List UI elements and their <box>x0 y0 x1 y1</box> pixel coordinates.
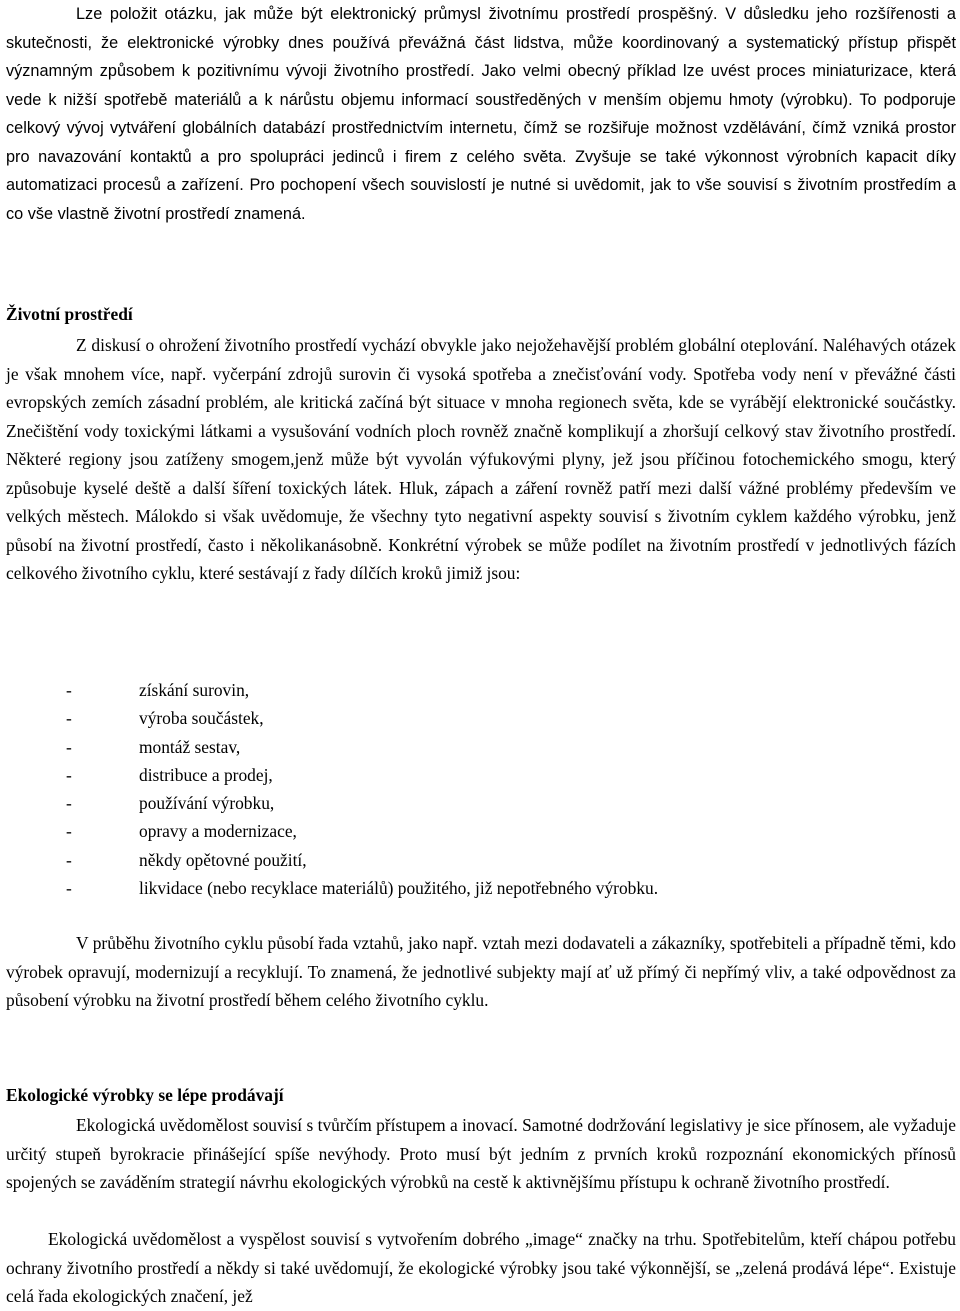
list-item-text: někdy opětovné použití, <box>139 849 307 870</box>
list-item <box>66 789 946 817</box>
list-item <box>66 761 946 789</box>
section-heading-eco-products: Ekologické výrobky se lépe prodávají <box>6 1085 284 1105</box>
list-dash: - <box>66 878 72 899</box>
list-item-text: opravy a modernizace, <box>139 821 297 842</box>
list-item <box>66 846 946 874</box>
list-dash: - <box>66 793 72 814</box>
list-dash: - <box>66 821 72 842</box>
list-item <box>66 817 946 845</box>
intro-paragraph: Lze položit otázku, jak může být elektronický průmysl životnímu prostředí prospěšný. V důsledku jeho rozšířenosti a skutečnosti, že elektronické výrobky dnes používá převážná část lidstva, může koordinovaný a systematický přístup přispět významným způsobem k pozitivnímu vývoji životního prostředí. Jako velmi obecný příklad lze uvést proces miniaturizace, která vede k nižší spotřebě materiálů a k nárůstu objemu informací soustředěných v menším objemu hmoty (výrobku). To podporuje celkový vývoj vytváření globálních databází prostřednictvím internetu, čímž se rozšiřuje možnost vzdělávání, čímž vzniká prostor pro navazování kontaktů a pro spolupráci jedinců i firem z celého světa. Zvyšuje se také výkonnost výrobních kapacit díky automatizaci procesů a zařízení. Pro pochopení všech souvislostí je nutné si uvědomit, jak to vše souvisí s životním prostředím a co vše vlastně životní prostředí znamená. <box>6 5 956 223</box>
list-item <box>66 874 946 902</box>
list-item <box>66 676 946 704</box>
life-cycle-closing-paragraph: V průběhu životního cyklu působí řada vztahů, jako např. vztah mezi dodavateli a zákazníky, spotřebiteli a případně těmi, kdo výrobek opravují, modernizují a recyklují. To znamená, že jednotlivé subjekty mají ať už přímý či nepřímý vliv, a také odpovědnost za působení výrobku na životní prostředí během celého životního cyklu. <box>6 933 956 1010</box>
list-dash: - <box>66 680 72 700</box>
eco-paragraph-2: Ekologická uvědomělost a vyspělost souvisí s vytvořením dobrého „image“ značky na trhu. Spotřebitelům, kteří chápou potřebu ochrany životního prostředí a někdy si také uvědomují, že ekologické výrobky jsou také výkonnější, se „zelená prodává lépe“. Existuje celá řada ekologických značení, jež <box>6 1229 956 1306</box>
environment-paragraph: Z diskusí o ohrožení životního prostředí vychází obvykle jako nejožehavější problém globální oteplování. Naléhavých otázek je však mnohem více, např. vyčerpání zdrojů surovin či vysoká spotřeba a znečisťování vody. Spotřeba vody není v převážné části evropských zemích zásadní problém, ale kritická začíná být situace v mnoha regionech světa, kde se vyrábějí elektronické součástky. Znečištění vody toxickými látkami a vysušování vodních ploch rovněž značně komplikují a zhoršují celkový stav životního prostředí. Některé regiony jsou zatíženy smogem,jenž může být vyvolán výfukovými plyny, jež jsou příčinou fotochemického smogu, který způsobuje kyselé deště a další šíření toxických látek. Hluk, zápach a záření rovněž patří mezi další vážné problémy především ve velkých městech. Málokdo si však uvědomuje, že všechny tyto negativní aspekty souvisí s životním cyklem každého výrobku, jenž působí na životní prostředí, často i několikanásobně. Konkrétní výrobek se může podílet na životním prostředí v jednotlivých fázích celkového životního cyklu, které sestávají z řady dílčích kroků jimiž jsou: <box>6 335 956 583</box>
eco-paragraph-1: Ekologická uvědomělost souvisí s tvůrčím přístupem a inovací. Samotné dodržování legislativy je sice přínosem, ale vyžaduje určitý stupeň byrokracie přinášející spíše nevýhody. Proto musí být jedním z prvních kroků rozpoznání ekonomických přínosů spojených se zaváděním strategií návrhu ekologických výrobků na cestě k aktivnějšímu přístupu k ochraně životního prostředí. <box>6 1115 956 1192</box>
life-cycle-steps-list <box>66 676 946 902</box>
list-dash: - <box>66 764 72 785</box>
list-dash: - <box>66 849 72 870</box>
list-item-text: získání surovin, <box>139 680 250 700</box>
list-item-text: likvidace (nebo recyklace materiálů) použitého, již nepotřebného výrobku. <box>139 878 659 899</box>
list-dash: - <box>66 708 72 729</box>
list-item <box>66 704 946 732</box>
list-item-text: distribuce a prodej, <box>139 764 273 785</box>
list-item-text: výroba součástek, <box>139 708 264 729</box>
list-item-text: používání výrobku, <box>139 793 275 814</box>
list-item-text: montáž sestav, <box>139 736 241 757</box>
list-item <box>66 733 946 761</box>
list-dash: - <box>66 736 72 757</box>
section-heading-environment: Životní prostředí <box>6 304 133 324</box>
